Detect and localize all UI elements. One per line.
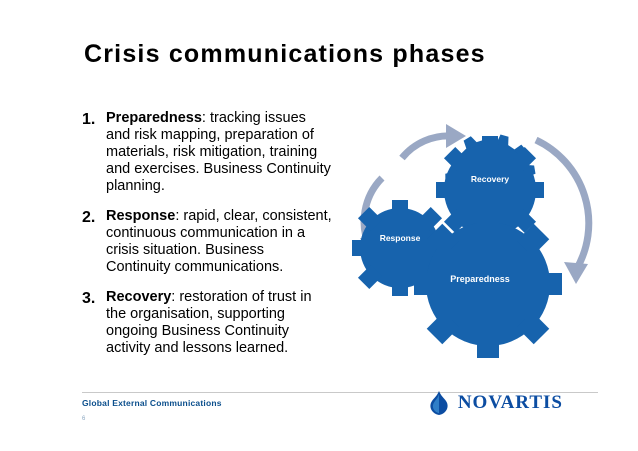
arrow-right [536, 140, 589, 270]
list-item-body: : rapid, clear, consistent, continuous communication in a crisis situation. Business Continuity communications. [106, 208, 332, 275]
phases-list [82, 110, 332, 370]
brand-name: NOVARTIS [457, 392, 563, 413]
cycle-diagram-svg [340, 120, 610, 360]
list-item-heading: Preparedness [106, 110, 202, 126]
page-title: Crisis communications phases [84, 40, 486, 68]
list-item-heading: Recovery [106, 289, 172, 305]
list-item [82, 289, 332, 357]
list-item-text [106, 110, 332, 195]
list-item-text [106, 289, 332, 357]
footer-label: Global External Communications [82, 398, 222, 408]
list-item-text [106, 208, 332, 276]
gear-label-response: Response [379, 233, 421, 243]
arrowhead-top [446, 124, 466, 148]
list-item-number: 1. [82, 111, 96, 128]
page-number: 6 [82, 416, 86, 422]
list-item-number: 3. [82, 290, 96, 307]
gear-label-recovery: Recovery [470, 174, 510, 184]
list-item-number: 2. [82, 209, 96, 226]
list-item-body: : restoration of trust in the organisation, supporting ongoing Business Continuity activity and lessons learned. [106, 289, 312, 356]
novartis-flame-icon [428, 391, 450, 415]
cycle-diagram [340, 120, 610, 360]
list-item [82, 110, 332, 195]
arrowhead-right [564, 262, 588, 284]
arrow-left-top [402, 136, 452, 158]
list-item-body: : tracking issues and risk mapping, preparation of materials, risk mitigation, training and exercises. Business Continuity planning. [106, 110, 331, 194]
gear-label-preparedness: Preparedness [450, 274, 510, 284]
list-item-heading: Response [106, 208, 176, 224]
brand-logo [428, 391, 563, 415]
list-item [82, 208, 332, 276]
